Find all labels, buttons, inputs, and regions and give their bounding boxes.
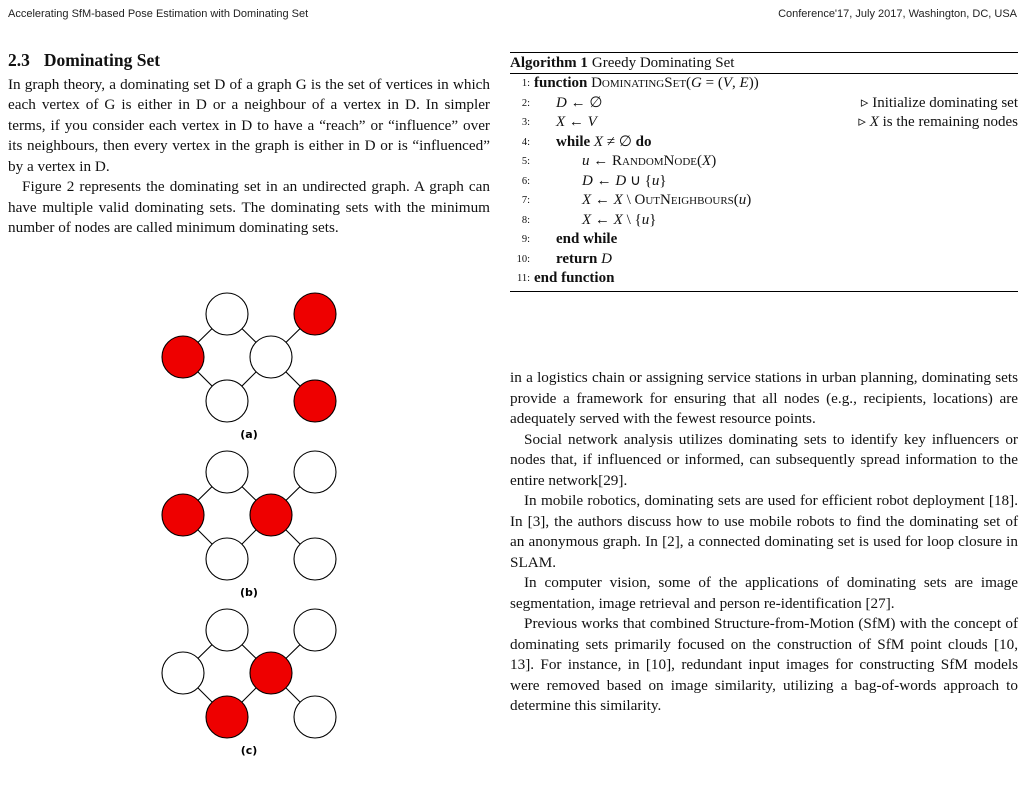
section-title: Dominating Set [43,50,161,70]
algorithm-line-number: 11: [516,273,530,284]
subfigure-graph [162,451,336,599]
dominating-node [162,494,204,536]
algorithm-title [510,52,1018,74]
paragraph: In mobile robotics, dominating sets are used for efficient robot deployment [18]. In [3], the authors discuss how to use mobile robots to find the dominating set of an anonymous graph. In [2], a connected dominating set is used for loop closure in SLAM. [510,492,1018,571]
dominating-node [162,336,204,378]
algorithm-line-code: function DominatingSet(G = (V, E)) [534,75,759,91]
right-column [510,368,1018,717]
algorithm-line-number: 7: [521,195,530,206]
graph-node [294,609,336,651]
dominating-node [206,696,248,738]
algorithm-line-number: 3: [521,117,530,128]
algorithm-line-code: end while [556,231,618,247]
algorithm-lines [510,74,1018,292]
algorithm-line [510,230,1018,250]
algorithm-line-number: 4: [521,136,530,148]
algorithm-line-number: 6: [521,175,530,187]
algorithm-line-number: 8: [521,214,530,226]
graph-node [206,609,248,651]
paragraph-figure-description: Figure 2 represents the dominating set in an undirected graph. A graph can have multiple valid dominating sets. The dominating sets with the minimum number of nodes are called minimum dominating sets. [8,178,490,236]
algorithm-box [510,52,1018,292]
subfigure-graph [162,609,336,757]
graph-node [206,380,248,422]
dominating-set-figure [150,290,350,757]
dominating-node [294,293,336,335]
algorithm-line [510,74,1018,94]
algorithm-line-code: u ← RandomNode(X) [582,153,717,169]
algorithm-line-comment: ▹ Initialize dominating set [860,94,1018,111]
algorithm-line-code: D ← D ∪ {u} [582,172,667,189]
algorithm-line [510,172,1018,192]
algorithm-line-code: X ← X \ OutNeighbours(u) [582,192,752,208]
algorithm-line-code: D ← ∅ [556,94,603,111]
graph-node [162,652,204,694]
algorithm-line-code: X ← X \ {u} [582,211,657,228]
algorithm-line-code: X ← V [556,114,597,130]
running-header-venue: Conference'17, July 2017, Washington, DC, USA [778,8,1017,20]
algorithm-line-number: 9: [521,234,530,245]
algorithm-line-code: return D [556,250,612,267]
algorithm-line [510,94,1018,114]
algorithm-line [510,191,1018,211]
algorithm-title-label: Algorithm 1 [510,55,588,71]
graph-node [206,538,248,580]
algorithm-line-code: while X ≠ ∅ do [556,133,652,150]
left-column [8,50,490,239]
paragraph: in a logistics chain or assigning service stations in urban planning, dominating sets provide a framework for ensuring that all nodes (e.g., recipients, locations) are adequately served with the fewest resource points. [510,369,1018,427]
paragraph-definition: In graph theory, a dominating set D of a graph G is the set of vertices in which each vertex of G is either in D or a neighbour of a vertex in D. In simpler terms, if you consider each vertex in D to have a “reach” or “influence” over its neighbours, then every vertex in the graph is either in D or is “influenced” by a vertex in D. [8,75,490,175]
graph-node [294,696,336,738]
algorithm-title-name: Greedy Dominating Set [591,55,735,71]
section-heading [8,50,490,71]
algorithm-line-number: 2: [521,97,530,109]
algorithm-line-comment: ▹ X is the remaining nodes [858,114,1018,130]
subfigure-graph [162,293,336,441]
graph-node [206,293,248,335]
algorithm-line [510,152,1018,172]
algorithm-line [510,250,1018,270]
algorithm-line-number: 10: [516,253,530,265]
section-number: 2.3 [8,50,30,70]
subfigure-label: (b) [240,586,258,599]
dominating-node [250,652,292,694]
graph-node [206,451,248,493]
dominating-node [250,494,292,536]
subfigure-label: (a) [240,428,258,441]
algorithm-line [510,113,1018,133]
algorithm-line [510,269,1018,289]
algorithm-line [510,133,1018,153]
algorithm-line-code: end function [534,270,615,286]
graph-node [294,451,336,493]
algorithm-line [510,211,1018,231]
running-header-title: Accelerating SfM-based Pose Estimation with Dominating Set [8,8,309,20]
algorithm-line-number: 5: [521,156,530,167]
paragraph: Previous works that combined Structure-from-Motion (SfM) with the concept of dominating sets primarily focused on the construction of SfM point clouds [10, 13]. For instance, in [10], redundant input images for constructing SfM models were removed based on image similarity, utilizing a bag-of-words approach to determine this similarity. [510,615,1018,714]
graph-node [250,336,292,378]
paragraph: Social network analysis utilizes dominating sets to identify key influencers or nodes that, if influenced or informed, can subsequently spread information to the entire network[29]. [510,430,1018,489]
algorithm-line-number: 1: [521,78,530,89]
graph-node [294,538,336,580]
paragraph: In computer vision, some of the applications of dominating sets are image segmentation, image retrieval and person re-identification [27]. [510,574,1018,612]
dominating-node [294,380,336,422]
subfigure-label: (c) [240,744,258,757]
